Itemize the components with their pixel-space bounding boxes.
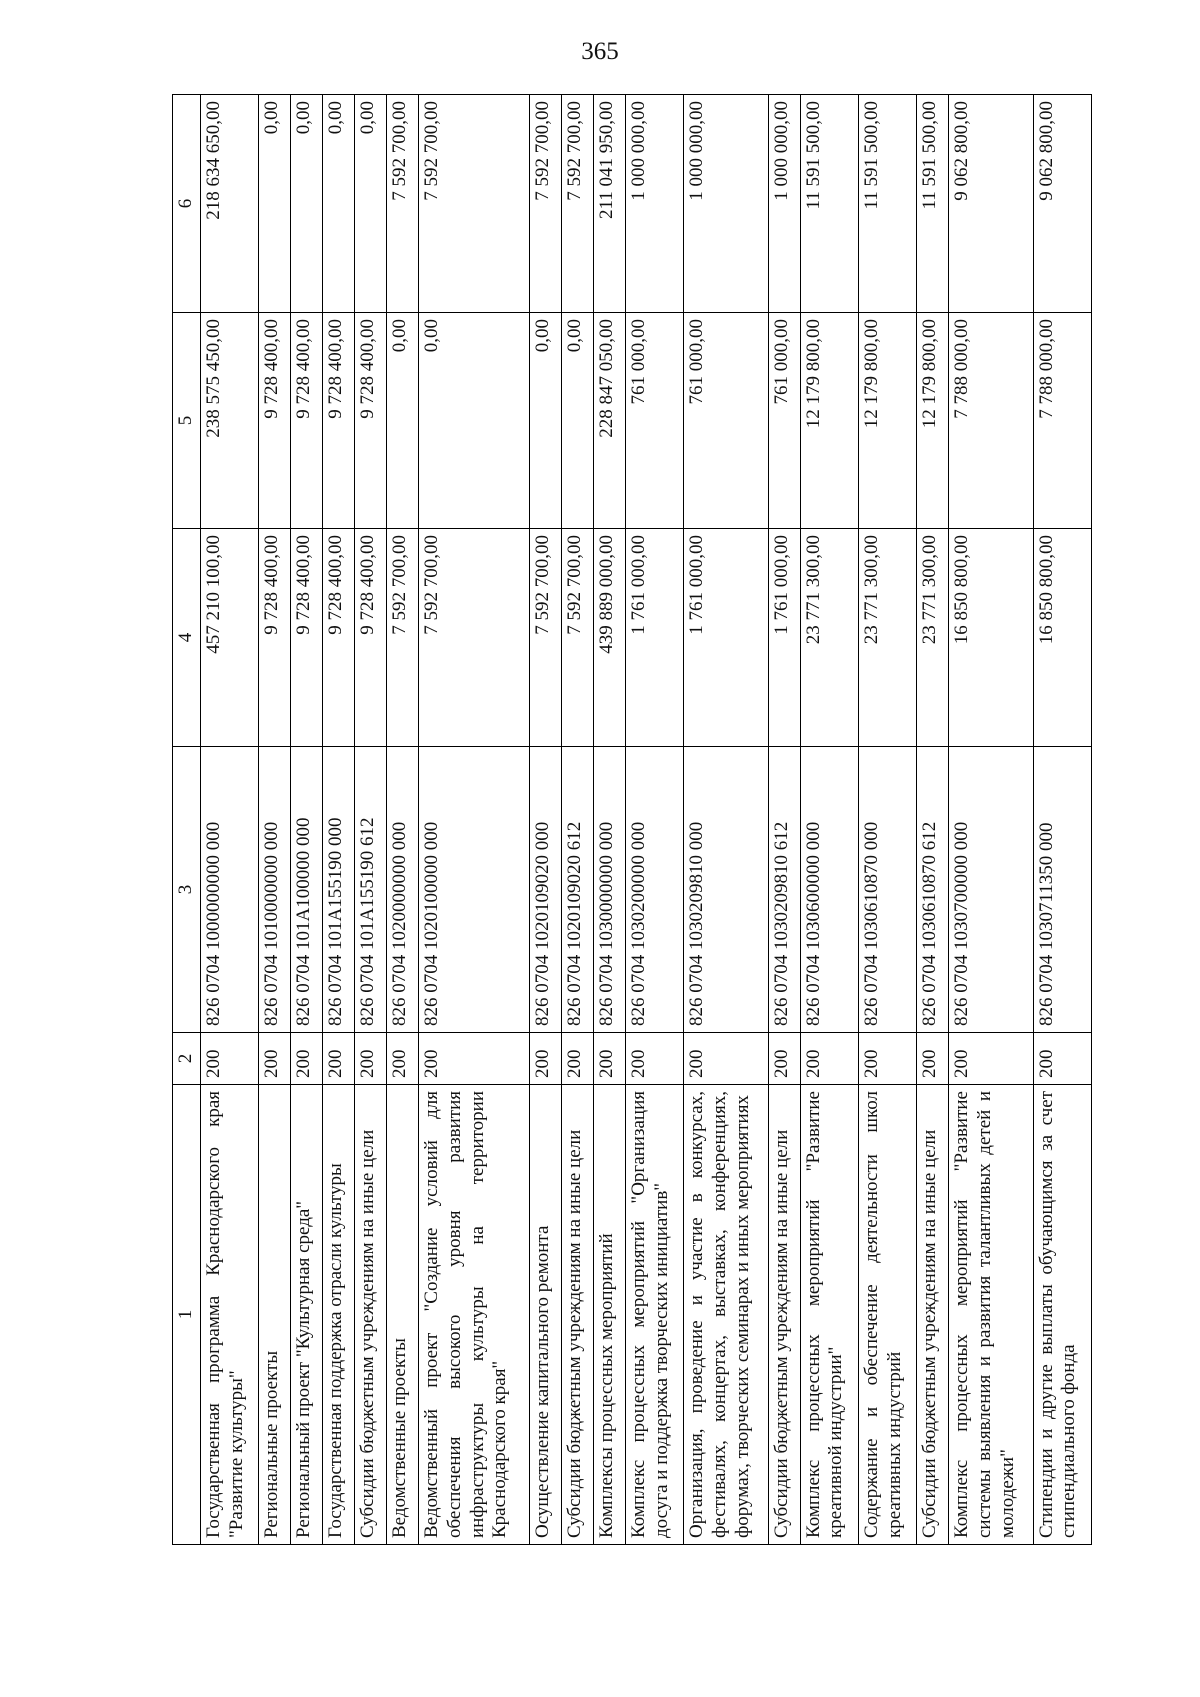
row-value-6-cell: 7 592 700,00 bbox=[529, 95, 561, 313]
row-value-6-cell: 9 062 800,00 bbox=[949, 95, 1034, 313]
table-row bbox=[800, 95, 858, 1545]
row-value-5-cell: 238 575 450,00 bbox=[200, 313, 258, 529]
row-type-cell: 200 bbox=[259, 1033, 291, 1085]
row-code-cell: 826 0704 1020000000 000 bbox=[387, 747, 419, 1033]
row-value-6-cell: 11 591 500,00 bbox=[917, 95, 949, 313]
table-body bbox=[200, 95, 1091, 1545]
row-name-cell: Комплекс процессных мероприятий "Организация досуга и поддержка творческих инициатив" bbox=[625, 1085, 683, 1545]
row-value-5-cell: 9 728 400,00 bbox=[259, 313, 291, 529]
table-row bbox=[200, 95, 258, 1545]
row-value-4-cell: 16 850 800,00 bbox=[949, 529, 1034, 747]
header-cell: 2 bbox=[173, 1033, 201, 1085]
row-value-6-cell: 0,00 bbox=[291, 95, 323, 313]
row-type-cell: 200 bbox=[949, 1033, 1034, 1085]
row-code-cell: 826 0704 1020109020 000 bbox=[529, 747, 561, 1033]
row-value-4-cell: 9 728 400,00 bbox=[323, 529, 355, 747]
row-value-4-cell: 9 728 400,00 bbox=[259, 529, 291, 747]
row-name-cell: Государственная программа Краснодарского края "Развитие культуры" bbox=[200, 1085, 258, 1545]
row-value-4-cell: 23 771 300,00 bbox=[917, 529, 949, 747]
table-row bbox=[291, 95, 323, 1545]
row-value-4-cell: 16 850 800,00 bbox=[1033, 529, 1091, 747]
row-code-cell: 826 0704 1010000000 000 bbox=[259, 747, 291, 1033]
row-code-cell: 826 0704 1030000000 000 bbox=[593, 747, 625, 1033]
row-name-cell: Субсидии бюджетным учреждениям на иные цели bbox=[917, 1085, 949, 1545]
row-value-4-cell: 7 592 700,00 bbox=[387, 529, 419, 747]
row-code-cell: 826 0704 1020100000 000 bbox=[419, 747, 530, 1033]
table-row bbox=[625, 95, 683, 1545]
row-value-6-cell: 1 000 000,00 bbox=[768, 95, 800, 313]
row-value-6-cell: 1 000 000,00 bbox=[625, 95, 683, 313]
row-value-4-cell: 439 889 000,00 bbox=[593, 529, 625, 747]
row-type-cell: 200 bbox=[561, 1033, 593, 1085]
table-row bbox=[419, 95, 530, 1545]
row-code-cell: 826 0704 1030600000 000 bbox=[800, 747, 858, 1033]
row-type-cell: 200 bbox=[1033, 1033, 1091, 1085]
row-value-6-cell: 9 062 800,00 bbox=[1033, 95, 1091, 313]
row-name-cell: Стипендии и другие выплаты обучающимся за счет стипендиального фонда bbox=[1033, 1085, 1091, 1545]
row-type-cell: 200 bbox=[800, 1033, 858, 1085]
table-row bbox=[355, 95, 387, 1545]
row-value-4-cell: 23 771 300,00 bbox=[800, 529, 858, 747]
header-cell: 3 bbox=[173, 747, 201, 1033]
rotated-table-wrapper bbox=[172, 95, 1092, 1545]
row-type-cell: 200 bbox=[768, 1033, 800, 1085]
row-name-cell: Региональные проекты bbox=[259, 1085, 291, 1545]
row-code-cell: 826 0704 101А100000 000 bbox=[291, 747, 323, 1033]
row-type-cell: 200 bbox=[355, 1033, 387, 1085]
row-value-5-cell: 9 728 400,00 bbox=[291, 313, 323, 529]
header-cell: 4 bbox=[173, 529, 201, 747]
row-value-5-cell: 0,00 bbox=[561, 313, 593, 529]
row-value-4-cell: 9 728 400,00 bbox=[355, 529, 387, 747]
table-row bbox=[529, 95, 561, 1545]
row-name-cell: Субсидии бюджетным учреждениям на иные цели bbox=[355, 1085, 387, 1545]
table-row bbox=[768, 95, 800, 1545]
row-code-cell: 826 0704 1000000000 000 bbox=[200, 747, 258, 1033]
header-cell: 1 bbox=[173, 1085, 201, 1545]
row-value-5-cell: 7 788 000,00 bbox=[1033, 313, 1091, 529]
table-row bbox=[593, 95, 625, 1545]
row-value-5-cell: 228 847 050,00 bbox=[593, 313, 625, 529]
row-value-5-cell: 9 728 400,00 bbox=[323, 313, 355, 529]
row-value-6-cell: 7 592 700,00 bbox=[419, 95, 530, 313]
header-row bbox=[173, 95, 201, 1545]
header-cell: 6 bbox=[173, 95, 201, 313]
row-type-cell: 200 bbox=[529, 1033, 561, 1085]
row-type-cell: 200 bbox=[200, 1033, 258, 1085]
row-type-cell: 200 bbox=[917, 1033, 949, 1085]
row-value-6-cell: 11 591 500,00 bbox=[858, 95, 916, 313]
row-value-4-cell: 457 210 100,00 bbox=[200, 529, 258, 747]
table-row bbox=[684, 95, 769, 1545]
row-name-cell: Государственная поддержка отрасли культуры bbox=[323, 1085, 355, 1545]
row-name-cell: Комплекс процессных мероприятий "Развитие креативной индустрии" bbox=[800, 1085, 858, 1545]
page-number: 365 bbox=[581, 38, 619, 65]
row-type-cell: 200 bbox=[593, 1033, 625, 1085]
table-row bbox=[949, 95, 1034, 1545]
row-value-5-cell: 7 788 000,00 bbox=[949, 313, 1034, 529]
row-name-cell: Ведомственный проект "Создание условий для обеспечения высокого уровня развития инфраструктуры культуры на территории Краснодарского края" bbox=[419, 1085, 530, 1545]
row-code-cell: 826 0704 1030700000 000 bbox=[949, 747, 1034, 1033]
row-type-cell: 200 bbox=[858, 1033, 916, 1085]
row-type-cell: 200 bbox=[291, 1033, 323, 1085]
row-value-4-cell: 1 761 000,00 bbox=[768, 529, 800, 747]
table-row bbox=[259, 95, 291, 1545]
table-row bbox=[858, 95, 916, 1545]
row-code-cell: 826 0704 101А155190 612 bbox=[355, 747, 387, 1033]
row-name-cell: Осуществление капитального ремонта bbox=[529, 1085, 561, 1545]
row-value-6-cell: 218 634 650,00 bbox=[200, 95, 258, 313]
row-value-5-cell: 761 000,00 bbox=[768, 313, 800, 529]
row-value-5-cell: 0,00 bbox=[387, 313, 419, 529]
row-value-5-cell: 9 728 400,00 bbox=[355, 313, 387, 529]
row-value-6-cell: 0,00 bbox=[355, 95, 387, 313]
row-value-4-cell: 7 592 700,00 bbox=[529, 529, 561, 747]
row-value-6-cell: 0,00 bbox=[259, 95, 291, 313]
row-value-5-cell: 12 179 800,00 bbox=[917, 313, 949, 529]
row-code-cell: 826 0704 1030610870 000 bbox=[858, 747, 916, 1033]
table-row bbox=[917, 95, 949, 1545]
row-value-4-cell: 7 592 700,00 bbox=[419, 529, 530, 747]
row-name-cell: Комплекс процессных мероприятий "Развитие системы выявления и развития талантливых детей и молодежи" bbox=[949, 1085, 1034, 1545]
row-value-5-cell: 761 000,00 bbox=[684, 313, 769, 529]
row-value-6-cell: 7 592 700,00 bbox=[387, 95, 419, 313]
row-type-cell: 200 bbox=[419, 1033, 530, 1085]
table-row bbox=[561, 95, 593, 1545]
row-value-6-cell: 11 591 500,00 bbox=[800, 95, 858, 313]
row-name-cell: Комплексы процессных мероприятий bbox=[593, 1085, 625, 1545]
row-name-cell: Ведомственные проекты bbox=[387, 1085, 419, 1545]
row-name-cell: Субсидии бюджетным учреждениям на иные цели bbox=[561, 1085, 593, 1545]
table-row bbox=[1033, 95, 1091, 1545]
row-type-cell: 200 bbox=[323, 1033, 355, 1085]
row-value-4-cell: 9 728 400,00 bbox=[291, 529, 323, 747]
row-value-4-cell: 7 592 700,00 bbox=[561, 529, 593, 747]
row-value-4-cell: 1 761 000,00 bbox=[684, 529, 769, 747]
row-code-cell: 826 0704 1020109020 612 bbox=[561, 747, 593, 1033]
row-name-cell: Организация, проведение и участие в конкурсах, фестивалях, концертах, выставках, конференциях, форумах, творческих семинарах и иных мероприятиях bbox=[684, 1085, 769, 1545]
row-name-cell: Региональный проект "Культурная среда" bbox=[291, 1085, 323, 1545]
row-value-5-cell: 761 000,00 bbox=[625, 313, 683, 529]
row-value-5-cell: 0,00 bbox=[529, 313, 561, 529]
row-code-cell: 826 0704 1030711350 000 bbox=[1033, 747, 1091, 1033]
table-row bbox=[387, 95, 419, 1545]
row-value-6-cell: 1 000 000,00 bbox=[684, 95, 769, 313]
row-type-cell: 200 bbox=[625, 1033, 683, 1085]
row-value-5-cell: 12 179 800,00 bbox=[800, 313, 858, 529]
table-row bbox=[323, 95, 355, 1545]
row-value-4-cell: 1 761 000,00 bbox=[625, 529, 683, 747]
row-value-6-cell: 7 592 700,00 bbox=[561, 95, 593, 313]
header-cell: 5 bbox=[173, 313, 201, 529]
row-code-cell: 826 0704 1030200000 000 bbox=[625, 747, 683, 1033]
row-type-cell: 200 bbox=[684, 1033, 769, 1085]
row-value-4-cell: 23 771 300,00 bbox=[858, 529, 916, 747]
row-name-cell: Содержание и обеспечение деятельности школ креативных индустрий bbox=[858, 1085, 916, 1545]
row-type-cell: 200 bbox=[387, 1033, 419, 1085]
row-name-cell: Субсидии бюджетным учреждениям на иные цели bbox=[768, 1085, 800, 1545]
row-value-5-cell: 0,00 bbox=[419, 313, 530, 529]
row-code-cell: 826 0704 1030209810 000 bbox=[684, 747, 769, 1033]
budget-table bbox=[172, 94, 1092, 1545]
row-code-cell: 826 0704 1030610870 612 bbox=[917, 747, 949, 1033]
row-code-cell: 826 0704 1030209810 612 bbox=[768, 747, 800, 1033]
row-value-6-cell: 211 041 950,00 bbox=[593, 95, 625, 313]
row-value-6-cell: 0,00 bbox=[323, 95, 355, 313]
row-code-cell: 826 0704 101А155190 000 bbox=[323, 747, 355, 1033]
row-value-5-cell: 12 179 800,00 bbox=[858, 313, 916, 529]
